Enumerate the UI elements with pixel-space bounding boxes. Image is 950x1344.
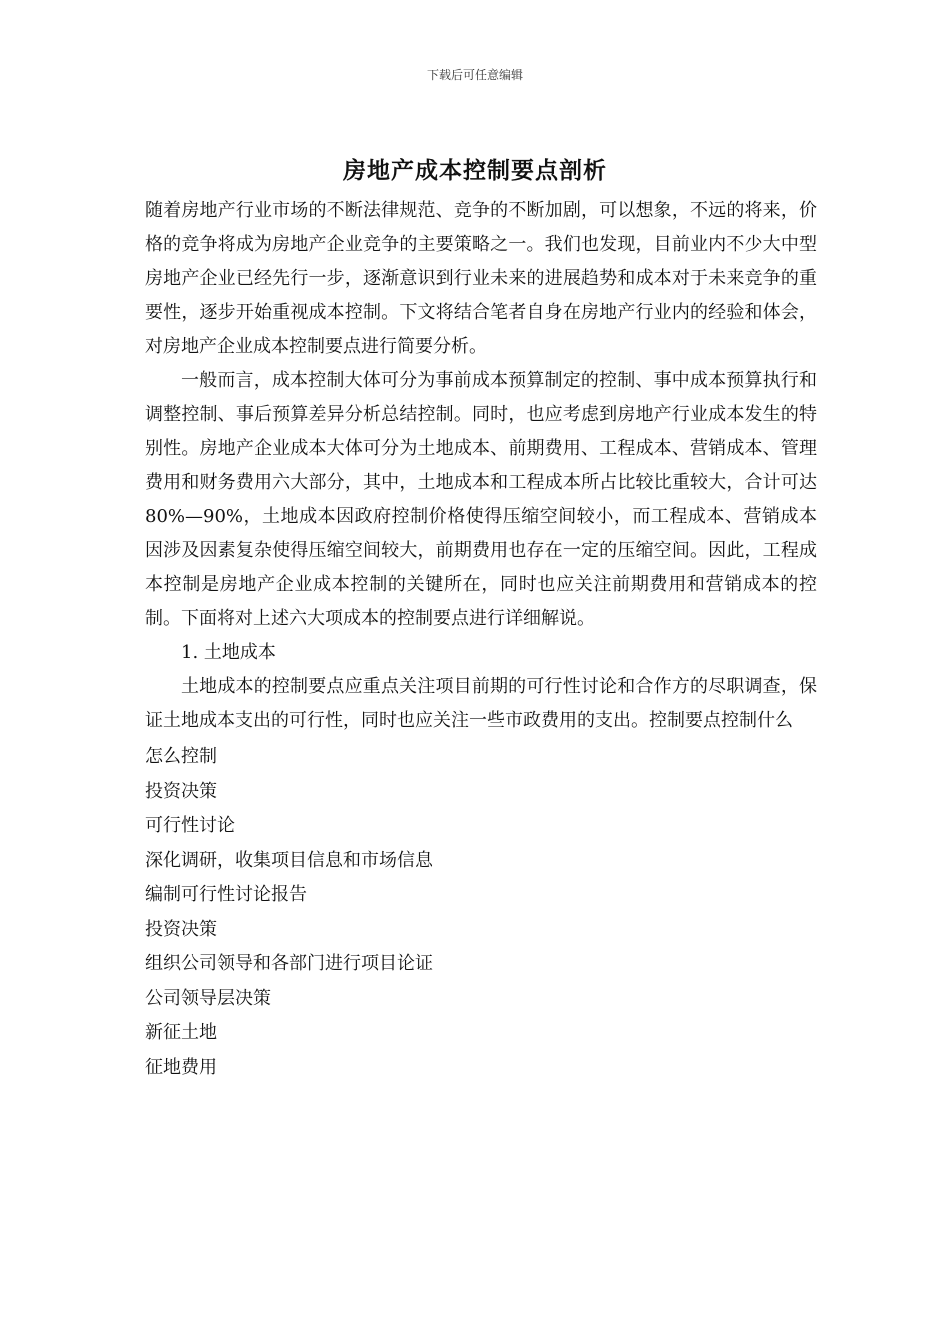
list-item: 征地费用 — [145, 1056, 217, 1078]
list-item: 编制可行性讨论报告 — [145, 884, 307, 905]
paragraph-intro: 随着房地产行业市场的不断法律规范、竞争的不断加剧，可以想象，不远的将来，价格的竞争将成为房地产企业竞争的主要策略之一。我们也发现，目前业内不少大中型房地产企业已经先行一步，逐渐意识到行业未来的进展趋势和成本对于未来竞争的重要性，逐步开始重视成本控制。下文将结合笔者自身在房地产行业内的经验和体会，对房地产企业成本控制要点进行简要分析。 — [145, 200, 817, 357]
paragraph-overview: 一般而言，成本控制大体可分为事前成本预算制定的控制、事中成本预算执行和调整控制、事后预算差异分析总结控制。同时，也应考虑到房地产行业成本发生的特别性。房地产企业成本大体可分为土地成本、前期费用、工程成本、营销成本、管理费用和财务费用六大部分，其中，土地成本和工程成本所占比较比重较大，合计可达80%—90%，土地成本因政府控制价格使得压缩空间较小，而工程成本、营销成本因涉及因素复杂使得压缩空间较大，前期费用也存在一定的压缩空间。因此，工程成本控制是房地产企业成本控制的关键所在，同时也应关注前期费用和营销成本的控制。下面将对上述六大项成本的控制要点进行详细解说。 — [145, 370, 817, 629]
list-item: 投资决策 — [145, 918, 217, 940]
section-heading-land-cost: 1. 土地成本 — [181, 642, 276, 663]
paragraph-land-cost: 土地成本的控制要点应重点关注项目前期的可行性讨论和合作方的尽职调查，保证土地成本支出的可行性，同时也应关注一些市政费用的支出。控制要点控制什么 — [145, 676, 817, 731]
list-item: 公司领导层决策 — [145, 987, 271, 1009]
document-body — [145, 194, 817, 1085]
list-item: 投资决策 — [145, 780, 217, 802]
header-note: 下载后可任意编辑 — [426, 68, 523, 82]
list-item: 怎么控制 — [145, 746, 217, 767]
list-item: 新征土地 — [145, 1022, 217, 1043]
list-item: 组织公司领导和各部门进行项目论证 — [145, 953, 433, 974]
document-title: 房地产成本控制要点剖析 — [343, 157, 607, 184]
list-item: 深化调研，收集项目信息和市场信息 — [145, 849, 433, 871]
list-item: 可行性讨论 — [145, 815, 235, 836]
